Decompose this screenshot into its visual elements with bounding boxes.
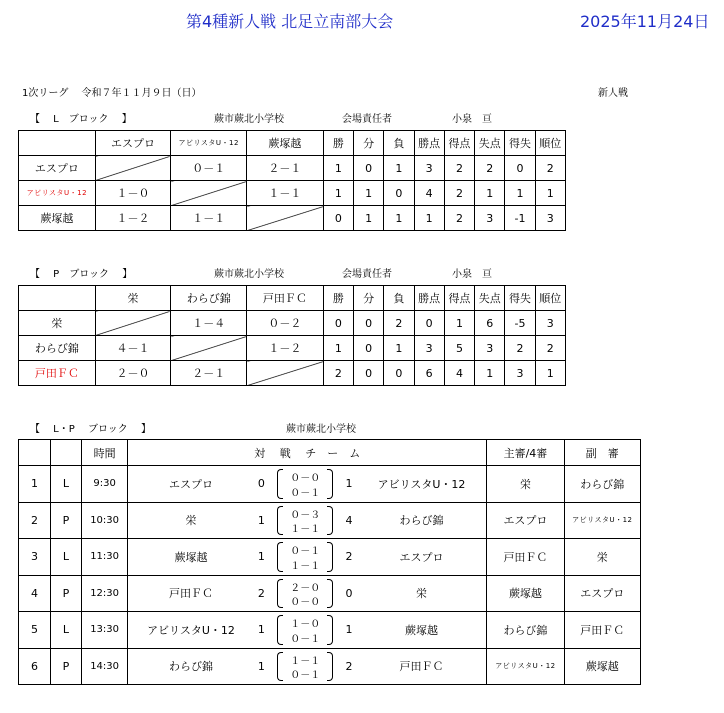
table-row — [19, 361, 566, 386]
stat-cell: 1 — [475, 181, 505, 206]
stat-cell: 1 — [354, 206, 384, 231]
col-header: 勝 — [323, 286, 353, 311]
self-match-cell — [247, 361, 324, 386]
half-scores — [269, 502, 341, 539]
table-row — [19, 206, 566, 231]
col-header: 負 — [384, 286, 414, 311]
col-header: 得点 — [444, 131, 474, 156]
col-header-time: 時間 — [81, 440, 127, 466]
stat-cell: 0 — [354, 311, 384, 336]
stat-cell: 3 — [505, 361, 535, 386]
sub-referee: 蕨塚越 — [564, 648, 640, 685]
stat-cell: 1 — [384, 156, 414, 181]
half-scores — [269, 575, 341, 612]
corner-cell — [19, 286, 96, 311]
match-number: 2 — [19, 502, 51, 539]
col-header: 分 — [354, 131, 384, 156]
result-cell: ０－２ — [247, 311, 324, 336]
table-row — [19, 336, 566, 361]
corner-cell — [19, 440, 51, 466]
home-team: アビリスタU・12 — [128, 612, 254, 649]
col-header: 失点 — [475, 131, 505, 156]
col-header-match: 対 戦 チ ー ム — [128, 440, 487, 466]
half-scores — [269, 648, 341, 685]
sub-referee: 栄 — [564, 539, 640, 576]
table-header-row — [19, 440, 641, 466]
sub-referee: わらび錦 — [564, 466, 640, 503]
stat-cell: 1 — [323, 181, 353, 206]
first-half-score: １－０ — [290, 619, 321, 630]
first-half-score: ０－１ — [290, 546, 321, 557]
stat-cell: 3 — [414, 336, 444, 361]
result-cell: １－１ — [171, 206, 247, 231]
result-cell: １－０ — [95, 181, 171, 206]
sub-referee: 戸田ＦＣ — [564, 612, 640, 649]
stat-cell: 0 — [323, 206, 353, 231]
referee: わらび錦 — [487, 612, 564, 649]
referee: 戸田ＦＣ — [487, 539, 564, 576]
stat-cell: 1 — [414, 206, 444, 231]
match-block: P — [50, 502, 81, 539]
away-team: 戸田ＦＣ — [357, 648, 487, 685]
stat-cell: 1 — [384, 206, 414, 231]
self-match-cell — [171, 181, 247, 206]
first-half-score: １－１ — [290, 655, 321, 667]
result-cell: １－２ — [95, 206, 171, 231]
self-match-cell — [95, 156, 171, 181]
match-time: 12:30 — [81, 575, 127, 612]
col-header: 失点 — [475, 286, 505, 311]
stat-cell: 2 — [323, 361, 353, 386]
block-p-standings — [18, 285, 566, 386]
result-cell: １－４ — [171, 311, 247, 336]
stat-cell: 2 — [384, 311, 414, 336]
col-header: 得点 — [444, 286, 474, 311]
away-team: わらび錦 — [357, 502, 487, 539]
home-team: 蕨塚越 — [128, 539, 254, 576]
stat-cell: 2 — [535, 156, 565, 181]
home-score: 1 — [254, 502, 269, 539]
stat-cell: -5 — [505, 311, 535, 336]
stat-cell: 2 — [444, 156, 474, 181]
col-header: エスプロ — [95, 131, 171, 156]
match-date: 2025年11月24日 — [580, 12, 710, 31]
round-info: 1次リーグ 令和７年１１月９日（日） — [22, 88, 202, 99]
col-header: 得失 — [505, 131, 535, 156]
second-half-score: １－１ — [290, 524, 321, 535]
stat-cell: 2 — [444, 206, 474, 231]
away-score: 2 — [341, 539, 356, 576]
match-block: L — [50, 466, 81, 503]
result-cell: ２－１ — [171, 361, 247, 386]
col-header: 負 — [384, 131, 414, 156]
block-p-venue: 蕨市蕨北小学校 — [214, 269, 284, 280]
col-header: 得失 — [505, 286, 535, 311]
home-team: エスプロ — [128, 466, 254, 503]
half-scores — [269, 612, 341, 649]
first-half-score: ０－３ — [290, 509, 321, 521]
team-name: 戸田ＦＣ — [19, 361, 96, 386]
stat-cell: 3 — [535, 206, 565, 231]
table-header-row — [19, 286, 566, 311]
result-cell: ２－０ — [95, 361, 171, 386]
half-scores — [269, 539, 341, 576]
away-score: 0 — [341, 575, 356, 612]
stat-cell: 0 — [354, 156, 384, 181]
home-score: 0 — [254, 466, 269, 503]
stat-cell: 3 — [475, 336, 505, 361]
stat-cell: 0 — [505, 156, 535, 181]
stat-cell: 0 — [414, 311, 444, 336]
first-half-score: ２－０ — [290, 582, 321, 594]
table-header-row — [19, 131, 566, 156]
stat-cell: 0 — [384, 181, 414, 206]
stat-cell: 6 — [414, 361, 444, 386]
referee: エスプロ — [487, 502, 564, 539]
result-cell: ０－１ — [171, 156, 247, 181]
stat-cell: 1 — [444, 311, 474, 336]
table-row — [19, 311, 566, 336]
col-header: アビリスタU・12 — [171, 131, 247, 156]
stat-cell: 2 — [475, 156, 505, 181]
match-time: 14:30 — [81, 648, 127, 685]
table-row — [19, 181, 566, 206]
stat-cell: 3 — [475, 206, 505, 231]
team-name: エスプロ — [19, 156, 96, 181]
schedule-venue: 蕨市蕨北小学校 — [286, 424, 356, 435]
match-block: L — [50, 539, 81, 576]
team-name: 蕨塚越 — [19, 206, 96, 231]
away-score: 1 — [341, 466, 356, 503]
stat-cell: -1 — [505, 206, 535, 231]
stat-cell: 3 — [414, 156, 444, 181]
block-l-standings — [18, 130, 566, 231]
block-l-label: 【 L ブロック 】 — [30, 114, 132, 125]
col-header: 分 — [354, 286, 384, 311]
stat-cell: 0 — [384, 361, 414, 386]
referee: アビリスタU・12 — [487, 648, 564, 685]
away-team: 栄 — [357, 575, 487, 612]
second-half-score: ０－１ — [290, 487, 321, 499]
table-row — [19, 156, 566, 181]
match-time: 9:30 — [81, 466, 127, 503]
col-header: 勝点 — [414, 286, 444, 311]
away-score: 1 — [341, 612, 356, 649]
match-block: P — [50, 575, 81, 612]
stat-cell: 2 — [505, 336, 535, 361]
block-p-manager-label: 会場責任者 — [342, 269, 392, 280]
away-team: エスプロ — [357, 539, 487, 576]
stat-cell: 6 — [475, 311, 505, 336]
stat-cell: 4 — [444, 361, 474, 386]
block-p-label: 【 P ブロック 】 — [30, 269, 133, 280]
table-row — [19, 648, 641, 685]
col-header: 栄 — [95, 286, 171, 311]
stat-cell: 1 — [384, 336, 414, 361]
second-half-score: １－１ — [290, 560, 321, 572]
table-row — [19, 539, 641, 576]
col-header-sub-referee: 副 審 — [564, 440, 640, 466]
table-row — [19, 612, 641, 649]
match-number: 3 — [19, 539, 51, 576]
col-header: 勝点 — [414, 131, 444, 156]
stat-cell: 3 — [535, 311, 565, 336]
match-time: 10:30 — [81, 502, 127, 539]
stat-cell: 1 — [323, 156, 353, 181]
table-row — [19, 502, 641, 539]
col-header: 蕨塚越 — [247, 131, 324, 156]
match-schedule — [18, 439, 641, 685]
match-number: 1 — [19, 466, 51, 503]
match-block: L — [50, 612, 81, 649]
stat-cell: 2 — [535, 336, 565, 361]
col-header: 勝 — [323, 131, 353, 156]
block-p-manager-name: 小泉 亘 — [452, 269, 492, 280]
stat-cell: 1 — [535, 361, 565, 386]
match-time: 13:30 — [81, 612, 127, 649]
block-l-manager-name: 小泉 亘 — [452, 114, 492, 125]
home-score: 1 — [254, 648, 269, 685]
stat-cell: 1 — [323, 336, 353, 361]
away-score: 4 — [341, 502, 356, 539]
stat-cell: 0 — [354, 336, 384, 361]
second-half-score: ０－０ — [290, 597, 321, 608]
home-score: 2 — [254, 575, 269, 612]
away-team: アビリスタU・12 — [357, 466, 487, 503]
col-header: わらび錦 — [171, 286, 247, 311]
result-cell: ４－１ — [95, 336, 171, 361]
stat-cell: 0 — [323, 311, 353, 336]
team-name: アビリスタU・12 — [19, 181, 96, 206]
stat-cell: 1 — [505, 181, 535, 206]
half-scores — [269, 466, 341, 503]
second-half-score: ０－１ — [290, 670, 321, 681]
stat-cell: 2 — [444, 181, 474, 206]
col-header: 戸田ＦＣ — [247, 286, 324, 311]
table-row — [19, 466, 641, 503]
schedule-block-label: 【 L・P ブロック 】 — [30, 424, 151, 435]
sub-referee: エスプロ — [564, 575, 640, 612]
stat-cell: 5 — [444, 336, 474, 361]
page-title: 第4種新人戦 北足立南部大会 — [186, 12, 394, 31]
first-half-score: ０－０ — [290, 473, 321, 484]
corner-cell — [50, 440, 81, 466]
match-number: 4 — [19, 575, 51, 612]
referee: 栄 — [487, 466, 564, 503]
result-cell: １－２ — [247, 336, 324, 361]
self-match-cell — [171, 336, 247, 361]
table-row — [19, 575, 641, 612]
sub-referee: アビリスタU・12 — [564, 502, 640, 539]
team-name: 栄 — [19, 311, 96, 336]
referee: 蕨塚越 — [487, 575, 564, 612]
home-score: 1 — [254, 539, 269, 576]
second-half-score: ０－１ — [290, 633, 321, 645]
result-cell: ２－１ — [247, 156, 324, 181]
corner-cell — [19, 131, 96, 156]
block-l-manager-label: 会場責任者 — [342, 114, 392, 125]
stat-cell: 1 — [354, 181, 384, 206]
home-team: わらび錦 — [128, 648, 254, 685]
result-cell: １－１ — [247, 181, 324, 206]
col-header: 順位 — [535, 286, 565, 311]
stat-cell: 1 — [535, 181, 565, 206]
home-score: 1 — [254, 612, 269, 649]
away-score: 2 — [341, 648, 356, 685]
home-team: 栄 — [128, 502, 254, 539]
home-team: 戸田ＦＣ — [128, 575, 254, 612]
match-number: 6 — [19, 648, 51, 685]
tournament-tag: 新人戦 — [598, 88, 628, 99]
col-header: 順位 — [535, 131, 565, 156]
match-number: 5 — [19, 612, 51, 649]
stat-cell: 0 — [354, 361, 384, 386]
stat-cell: 1 — [475, 361, 505, 386]
away-team: 蕨塚越 — [357, 612, 487, 649]
self-match-cell — [247, 206, 324, 231]
match-time: 11:30 — [81, 539, 127, 576]
self-match-cell — [95, 311, 171, 336]
team-name: わらび錦 — [19, 336, 96, 361]
stat-cell: 4 — [414, 181, 444, 206]
block-l-venue: 蕨市蕨北小学校 — [214, 114, 284, 125]
col-header-referee: 主審/4審 — [487, 440, 564, 466]
match-block: P — [50, 648, 81, 685]
